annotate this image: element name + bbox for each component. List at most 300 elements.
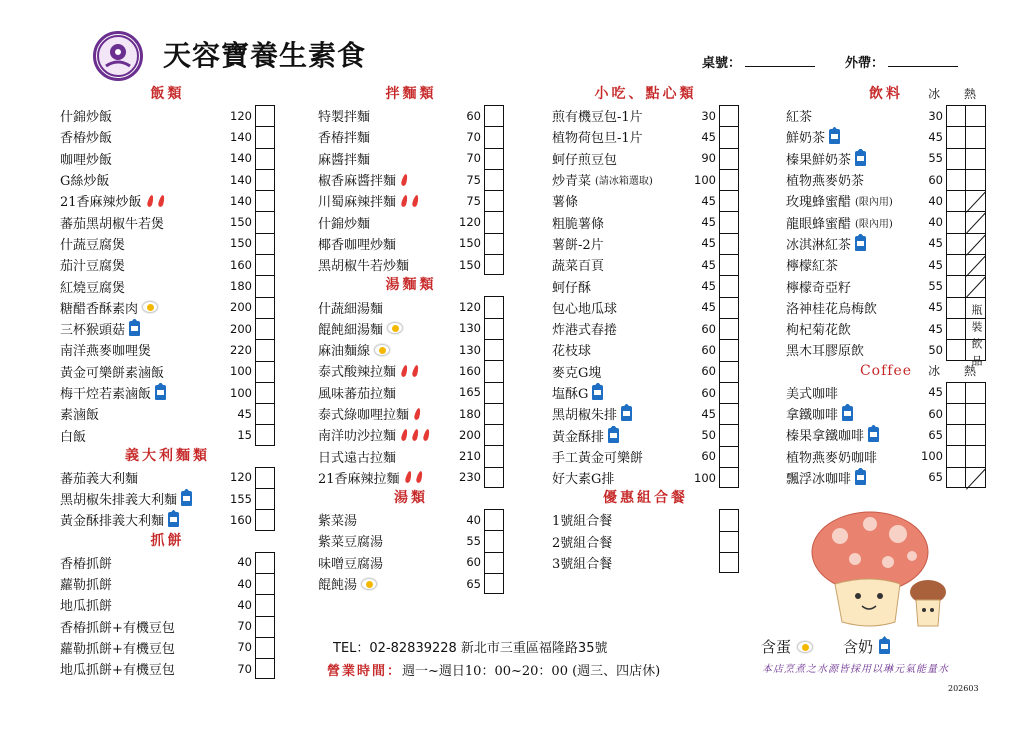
item-price: 40 bbox=[928, 215, 943, 230]
order-checkbox[interactable] bbox=[719, 403, 739, 424]
menu-item[interactable] bbox=[552, 552, 739, 573]
order-checkbox[interactable] bbox=[255, 382, 275, 403]
menu-item[interactable] bbox=[552, 233, 739, 254]
menu-item[interactable] bbox=[786, 297, 986, 318]
order-checkbox[interactable] bbox=[946, 318, 966, 339]
hot-checkbox[interactable] bbox=[966, 105, 986, 126]
menu-item[interactable] bbox=[60, 190, 275, 211]
menu-item[interactable] bbox=[60, 488, 275, 509]
menu-item[interactable] bbox=[552, 105, 739, 126]
order-checkbox[interactable] bbox=[719, 382, 739, 403]
item-name-text: 什錦炒麵 bbox=[318, 216, 371, 232]
section-title: 飲料 bbox=[869, 86, 903, 102]
item-name-text: 龍眼蜂蜜醋 bbox=[786, 216, 852, 232]
milk-icon bbox=[829, 129, 840, 144]
menu-item[interactable] bbox=[786, 148, 986, 169]
menu-item[interactable] bbox=[60, 339, 275, 360]
order-checkbox[interactable] bbox=[946, 105, 966, 126]
menu-column-2 bbox=[318, 84, 504, 594]
item-price: 55 bbox=[928, 279, 943, 294]
order-checkbox[interactable] bbox=[255, 424, 275, 445]
order-checkbox[interactable] bbox=[946, 126, 966, 147]
order-checkbox[interactable] bbox=[484, 211, 504, 232]
egg-icon bbox=[361, 578, 377, 590]
item-name-text: 黑胡椒朱排義大利麵 bbox=[60, 493, 178, 509]
order-checkbox[interactable] bbox=[255, 148, 275, 169]
menu-item[interactable] bbox=[786, 339, 986, 360]
order-checkbox[interactable] bbox=[946, 445, 966, 466]
order-checkbox[interactable] bbox=[946, 275, 966, 296]
item-price: 155 bbox=[230, 491, 252, 506]
menu-item[interactable] bbox=[786, 382, 986, 403]
menu-item[interactable] bbox=[786, 105, 986, 126]
order-checkbox[interactable] bbox=[255, 658, 275, 679]
hot-checkbox[interactable] bbox=[966, 169, 986, 190]
hot-checkbox bbox=[966, 190, 986, 211]
item-name-text: 地瓜抓餅+有機豆包 bbox=[60, 663, 175, 679]
menu-item[interactable] bbox=[786, 424, 986, 445]
item-name-text: 拿鐵咖啡 bbox=[786, 408, 839, 423]
item-name bbox=[318, 213, 450, 232]
table-number-line[interactable] bbox=[745, 55, 815, 67]
order-checkbox[interactable] bbox=[719, 105, 739, 126]
item-price: 45 bbox=[701, 193, 716, 208]
menu-item[interactable] bbox=[318, 552, 504, 573]
item-note: (限內用) bbox=[855, 218, 893, 230]
order-checkbox[interactable] bbox=[255, 637, 275, 658]
item-name-text: 川蜀麻辣拌麵 bbox=[318, 195, 397, 211]
menu-item[interactable] bbox=[60, 297, 275, 318]
item-name bbox=[60, 319, 221, 338]
menu-item[interactable] bbox=[552, 211, 739, 232]
order-checkbox[interactable] bbox=[719, 361, 739, 382]
item-price: 65 bbox=[928, 470, 943, 485]
item-name bbox=[786, 468, 912, 487]
order-checkbox[interactable] bbox=[484, 424, 504, 445]
menu-item[interactable] bbox=[552, 275, 739, 296]
order-checkbox[interactable] bbox=[946, 148, 966, 169]
item-name-text: 炒青菜 bbox=[552, 174, 592, 190]
item-name-text: 1號組合餐 bbox=[552, 514, 613, 530]
order-checkbox[interactable] bbox=[946, 382, 966, 403]
menu-item[interactable] bbox=[318, 530, 504, 551]
chili-icon bbox=[157, 194, 165, 207]
order-checkbox[interactable] bbox=[719, 318, 739, 339]
opening-hours bbox=[327, 660, 660, 679]
item-price: 70 bbox=[237, 640, 252, 655]
item-price: 150 bbox=[459, 257, 481, 272]
menu-item[interactable] bbox=[60, 254, 275, 275]
menu-item[interactable] bbox=[552, 169, 739, 190]
order-checkbox[interactable] bbox=[484, 573, 504, 594]
order-checkbox[interactable] bbox=[719, 126, 739, 147]
item-name bbox=[552, 191, 685, 210]
menu-item[interactable] bbox=[60, 382, 275, 403]
item-name-text: 黃金酥排義大利麵 bbox=[60, 514, 165, 530]
menu-item[interactable] bbox=[786, 318, 986, 339]
item-name-text: 檸檬紅茶 bbox=[786, 259, 839, 275]
menu-item[interactable] bbox=[552, 467, 739, 488]
menu-item[interactable] bbox=[786, 445, 986, 466]
chili-icon bbox=[146, 194, 154, 207]
table-number-label: 桌號： bbox=[702, 56, 742, 71]
menu-item[interactable] bbox=[552, 361, 739, 382]
item-name-text: 香椿抓餅 bbox=[60, 556, 113, 572]
hot-checkbox[interactable] bbox=[966, 126, 986, 147]
order-checkbox[interactable] bbox=[484, 382, 504, 403]
order-checkbox[interactable] bbox=[946, 254, 966, 275]
hot-checkbox[interactable] bbox=[966, 403, 986, 424]
item-name-text: 紫菜湯 bbox=[318, 514, 358, 530]
menu-item[interactable] bbox=[552, 254, 739, 275]
hot-checkbox[interactable] bbox=[966, 382, 986, 403]
menu-item[interactable] bbox=[318, 169, 504, 190]
order-checkbox[interactable] bbox=[255, 467, 275, 488]
menu-column-4 bbox=[786, 84, 986, 488]
menu-item[interactable] bbox=[786, 254, 986, 275]
order-checkbox[interactable] bbox=[255, 254, 275, 275]
order-checkbox[interactable] bbox=[484, 509, 504, 530]
menu-item[interactable] bbox=[60, 126, 275, 147]
menu-item[interactable] bbox=[318, 424, 504, 445]
menu-item[interactable] bbox=[318, 509, 504, 530]
item-price: 70 bbox=[237, 619, 252, 634]
item-name bbox=[60, 340, 221, 359]
menu-item[interactable] bbox=[552, 509, 739, 530]
order-checkbox[interactable] bbox=[719, 233, 739, 254]
item-name bbox=[60, 191, 221, 210]
order-checkbox[interactable] bbox=[255, 190, 275, 211]
order-checkbox[interactable] bbox=[255, 339, 275, 360]
menu-item[interactable] bbox=[60, 637, 275, 658]
menu-item[interactable] bbox=[552, 148, 739, 169]
order-checkbox[interactable] bbox=[946, 424, 966, 445]
menu-item[interactable] bbox=[60, 424, 275, 445]
order-checkbox[interactable] bbox=[719, 424, 739, 445]
order-checkbox[interactable] bbox=[255, 211, 275, 232]
menu-item[interactable] bbox=[60, 552, 275, 573]
order-checkbox[interactable] bbox=[484, 233, 504, 254]
order-checkbox[interactable] bbox=[946, 403, 966, 424]
item-name-text: 黃金可樂餅素滷飯 bbox=[60, 365, 165, 381]
order-checkbox[interactable] bbox=[255, 573, 275, 594]
order-checkbox[interactable] bbox=[484, 190, 504, 211]
order-checkbox[interactable] bbox=[719, 339, 739, 360]
item-name-text: 香椿抓餅+有機豆包 bbox=[60, 620, 175, 636]
menu-item[interactable] bbox=[318, 148, 504, 169]
takeout-line[interactable] bbox=[888, 55, 958, 67]
menu-item[interactable] bbox=[60, 467, 275, 488]
menu-item[interactable] bbox=[552, 126, 739, 147]
item-name-text: 飄浮冰咖啡 bbox=[786, 471, 852, 487]
item-price: 45 bbox=[928, 385, 943, 400]
order-checkbox[interactable] bbox=[719, 148, 739, 169]
item-name-text: 特製拌麵 bbox=[318, 110, 371, 126]
menu-item[interactable] bbox=[318, 254, 504, 275]
order-checkbox[interactable] bbox=[255, 233, 275, 254]
order-checkbox[interactable] bbox=[946, 211, 966, 232]
menu-item[interactable] bbox=[60, 573, 275, 594]
section-header bbox=[786, 361, 986, 382]
hot-checkbox[interactable] bbox=[966, 445, 986, 466]
item-name-text: 好大素G排 bbox=[552, 472, 615, 488]
order-checkbox[interactable] bbox=[719, 254, 739, 275]
menu-item[interactable] bbox=[552, 339, 739, 360]
order-checkbox[interactable] bbox=[484, 126, 504, 147]
item-price: 40 bbox=[237, 576, 252, 591]
menu-item[interactable] bbox=[318, 318, 504, 339]
menu-item[interactable] bbox=[552, 531, 739, 552]
menu-item[interactable] bbox=[552, 403, 739, 424]
item-name-text: 蕃茄義大利麵 bbox=[60, 471, 139, 487]
order-checkbox[interactable] bbox=[255, 105, 275, 126]
item-price: 15 bbox=[237, 428, 252, 443]
order-checkbox[interactable] bbox=[484, 105, 504, 126]
menu-item[interactable] bbox=[786, 211, 986, 232]
menu-item[interactable] bbox=[60, 594, 275, 615]
item-name-text: 餛飩細湯麵 bbox=[318, 322, 384, 338]
section-title: 拌麵類 bbox=[385, 86, 437, 102]
menu-item[interactable] bbox=[318, 296, 504, 317]
item-name bbox=[60, 127, 221, 146]
menu-item[interactable] bbox=[60, 275, 275, 296]
order-checkbox[interactable] bbox=[946, 467, 966, 488]
order-checkbox[interactable] bbox=[719, 169, 739, 190]
order-checkbox[interactable] bbox=[484, 467, 504, 488]
item-price: 60 bbox=[701, 385, 716, 400]
item-price: 60 bbox=[701, 364, 716, 379]
hot-checkbox bbox=[966, 211, 986, 232]
item-price: 65 bbox=[928, 427, 943, 442]
order-checkbox[interactable] bbox=[719, 190, 739, 211]
order-checkbox[interactable] bbox=[255, 509, 275, 530]
item-name bbox=[786, 298, 912, 317]
order-checkbox[interactable] bbox=[719, 467, 739, 488]
legend-egg-label: 含蛋 bbox=[761, 638, 792, 656]
order-checkbox[interactable] bbox=[484, 552, 504, 573]
mushroom-mascot-icon bbox=[800, 504, 950, 634]
order-checkbox[interactable] bbox=[719, 275, 739, 296]
item-price: 45 bbox=[701, 129, 716, 144]
item-name-text: 麻醬拌麵 bbox=[318, 152, 371, 168]
order-checkbox[interactable] bbox=[484, 360, 504, 381]
menu-item[interactable] bbox=[552, 318, 739, 339]
menu-item[interactable] bbox=[318, 339, 504, 360]
item-name-text: 紅燒豆腐煲 bbox=[60, 280, 126, 296]
order-checkbox[interactable] bbox=[255, 126, 275, 147]
menu-item[interactable] bbox=[318, 573, 504, 594]
item-name-text: 白飯 bbox=[60, 429, 87, 445]
table-number-field[interactable] bbox=[702, 52, 815, 71]
menu-item[interactable] bbox=[786, 467, 986, 488]
menu-item[interactable] bbox=[60, 361, 275, 382]
order-checkbox[interactable] bbox=[255, 275, 275, 296]
item-name-text: 植物燕麥奶茶 bbox=[786, 174, 865, 190]
menu-item[interactable] bbox=[786, 169, 986, 190]
item-name-text: 2號組合餐 bbox=[552, 535, 613, 551]
item-name-text: 椒香麻醬拌麵 bbox=[318, 174, 397, 190]
order-checkbox[interactable] bbox=[255, 318, 275, 339]
menu-item[interactable] bbox=[60, 403, 275, 424]
chili-icon bbox=[423, 428, 431, 441]
item-name-text: 糖醋香酥素肉 bbox=[60, 301, 139, 317]
order-checkbox[interactable] bbox=[719, 297, 739, 318]
item-price: 40 bbox=[466, 512, 481, 527]
item-name-text: 風味蕃茄拉麵 bbox=[318, 386, 397, 402]
item-name-text: 檸檬奇亞籽 bbox=[786, 280, 852, 296]
order-checkbox[interactable] bbox=[255, 552, 275, 573]
order-checkbox[interactable] bbox=[484, 530, 504, 551]
menu-item[interactable] bbox=[60, 169, 275, 190]
menu-item[interactable] bbox=[60, 616, 275, 637]
section-header bbox=[60, 531, 275, 552]
item-price: 160 bbox=[230, 512, 252, 527]
order-checkbox[interactable] bbox=[255, 297, 275, 318]
milk-icon bbox=[842, 406, 853, 421]
menu-item[interactable] bbox=[786, 190, 986, 211]
menu-item[interactable] bbox=[786, 233, 986, 254]
menu-item[interactable] bbox=[318, 105, 504, 126]
milk-icon bbox=[168, 512, 179, 527]
item-price: 45 bbox=[928, 129, 943, 144]
item-name bbox=[60, 426, 221, 445]
order-checkbox[interactable] bbox=[255, 169, 275, 190]
item-price: 120 bbox=[459, 300, 481, 315]
order-checkbox[interactable] bbox=[484, 403, 504, 424]
item-price: 100 bbox=[694, 172, 716, 187]
order-checkbox[interactable] bbox=[255, 403, 275, 424]
item-price: 55 bbox=[928, 151, 943, 166]
item-name-text: 21香麻辣炒飯 bbox=[60, 195, 142, 211]
temp-labels: 冰 熱 bbox=[928, 363, 986, 378]
item-name bbox=[786, 255, 912, 274]
order-checkbox[interactable] bbox=[484, 296, 504, 317]
item-price: 60 bbox=[701, 449, 716, 464]
order-checkbox[interactable] bbox=[719, 446, 739, 467]
item-name-text: 泰式綠咖哩拉麵 bbox=[318, 408, 410, 423]
order-checkbox[interactable] bbox=[484, 169, 504, 190]
hot-checkbox[interactable] bbox=[966, 148, 986, 169]
order-checkbox[interactable] bbox=[719, 531, 739, 552]
order-checkbox[interactable] bbox=[719, 552, 739, 573]
order-checkbox[interactable] bbox=[946, 169, 966, 190]
menu-item[interactable] bbox=[318, 403, 504, 424]
legend-milk bbox=[843, 636, 890, 657]
item-name bbox=[552, 234, 685, 253]
menu-item[interactable] bbox=[60, 148, 275, 169]
order-checkbox[interactable] bbox=[484, 148, 504, 169]
item-name bbox=[318, 383, 450, 402]
menu-item[interactable] bbox=[60, 318, 275, 339]
item-name-text: 21香麻辣拉麵 bbox=[318, 471, 400, 487]
menu-item[interactable] bbox=[552, 424, 739, 445]
item-name-text: 茄汁豆腐煲 bbox=[60, 259, 126, 275]
item-name-text: 三杯猴頭菇 bbox=[60, 323, 126, 339]
order-checkbox[interactable] bbox=[255, 616, 275, 637]
item-name-text: 塩酥G bbox=[552, 387, 589, 402]
order-checkbox[interactable] bbox=[719, 211, 739, 232]
item-price: 220 bbox=[230, 342, 252, 357]
menu-item[interactable] bbox=[552, 446, 739, 467]
menu-item[interactable] bbox=[60, 658, 275, 679]
item-name-text: 什蔬細湯麵 bbox=[318, 301, 384, 317]
item-name-text: 什錦炒飯 bbox=[60, 110, 113, 126]
order-checkbox[interactable] bbox=[946, 297, 966, 318]
item-name bbox=[552, 362, 685, 381]
menu-item[interactable] bbox=[318, 360, 504, 381]
menu-item[interactable] bbox=[60, 105, 275, 126]
item-price: 45 bbox=[701, 406, 716, 421]
order-checkbox[interactable] bbox=[255, 361, 275, 382]
menu-item[interactable] bbox=[60, 509, 275, 530]
menu-item[interactable] bbox=[786, 403, 986, 424]
item-name-text: 泰式酸辣拉麵 bbox=[318, 365, 397, 381]
item-name bbox=[318, 574, 450, 593]
menu-item[interactable] bbox=[318, 382, 504, 403]
order-checkbox[interactable] bbox=[946, 339, 966, 360]
order-checkbox[interactable] bbox=[255, 594, 275, 615]
item-name bbox=[318, 340, 450, 359]
menu-item[interactable] bbox=[318, 233, 504, 254]
item-name-text: 南洋燕麥咖哩煲 bbox=[60, 344, 152, 360]
menu-item[interactable] bbox=[60, 233, 275, 254]
takeout-field[interactable] bbox=[845, 52, 958, 71]
item-price: 130 bbox=[459, 342, 481, 357]
legend-egg bbox=[761, 636, 813, 657]
menu-item[interactable] bbox=[552, 382, 739, 403]
menu-item[interactable] bbox=[786, 126, 986, 147]
section-title: 湯麵類 bbox=[385, 277, 437, 294]
order-checkbox[interactable] bbox=[484, 318, 504, 339]
menu-item[interactable] bbox=[318, 467, 504, 488]
milk-icon bbox=[608, 428, 619, 443]
menu-item[interactable] bbox=[318, 211, 504, 232]
hot-checkbox bbox=[966, 233, 986, 254]
item-name bbox=[318, 319, 450, 338]
item-name bbox=[318, 553, 450, 572]
menu-item[interactable] bbox=[786, 275, 986, 296]
item-price: 45 bbox=[701, 279, 716, 294]
item-name bbox=[60, 170, 221, 189]
menu-item[interactable] bbox=[318, 190, 504, 211]
menu-item[interactable] bbox=[60, 211, 275, 232]
item-name-text: 植物荷包旦-1片 bbox=[552, 131, 643, 147]
order-checkbox[interactable] bbox=[484, 254, 504, 275]
item-price: 30 bbox=[701, 108, 716, 123]
item-name bbox=[60, 553, 221, 572]
menu-item[interactable] bbox=[318, 126, 504, 147]
item-price: 60 bbox=[701, 342, 716, 357]
milk-icon bbox=[855, 151, 866, 166]
item-name-text: 味噌豆腐湯 bbox=[318, 556, 384, 572]
menu-item[interactable] bbox=[552, 190, 739, 211]
section-title: 優惠組合餐 bbox=[603, 490, 688, 507]
menu-item[interactable] bbox=[552, 297, 739, 318]
item-name-text: 南洋叻沙拉麵 bbox=[318, 429, 397, 445]
milk-icon bbox=[181, 491, 192, 506]
order-checkbox[interactable] bbox=[946, 190, 966, 211]
order-checkbox[interactable] bbox=[484, 445, 504, 466]
item-price: 150 bbox=[230, 236, 252, 251]
order-checkbox[interactable] bbox=[946, 233, 966, 254]
milk-icon bbox=[621, 406, 632, 421]
order-checkbox[interactable] bbox=[719, 509, 739, 530]
order-checkbox[interactable] bbox=[255, 488, 275, 509]
order-checkbox[interactable] bbox=[484, 339, 504, 360]
menu-item[interactable] bbox=[318, 445, 504, 466]
hot-checkbox[interactable] bbox=[966, 424, 986, 445]
item-price: 40 bbox=[928, 193, 943, 208]
